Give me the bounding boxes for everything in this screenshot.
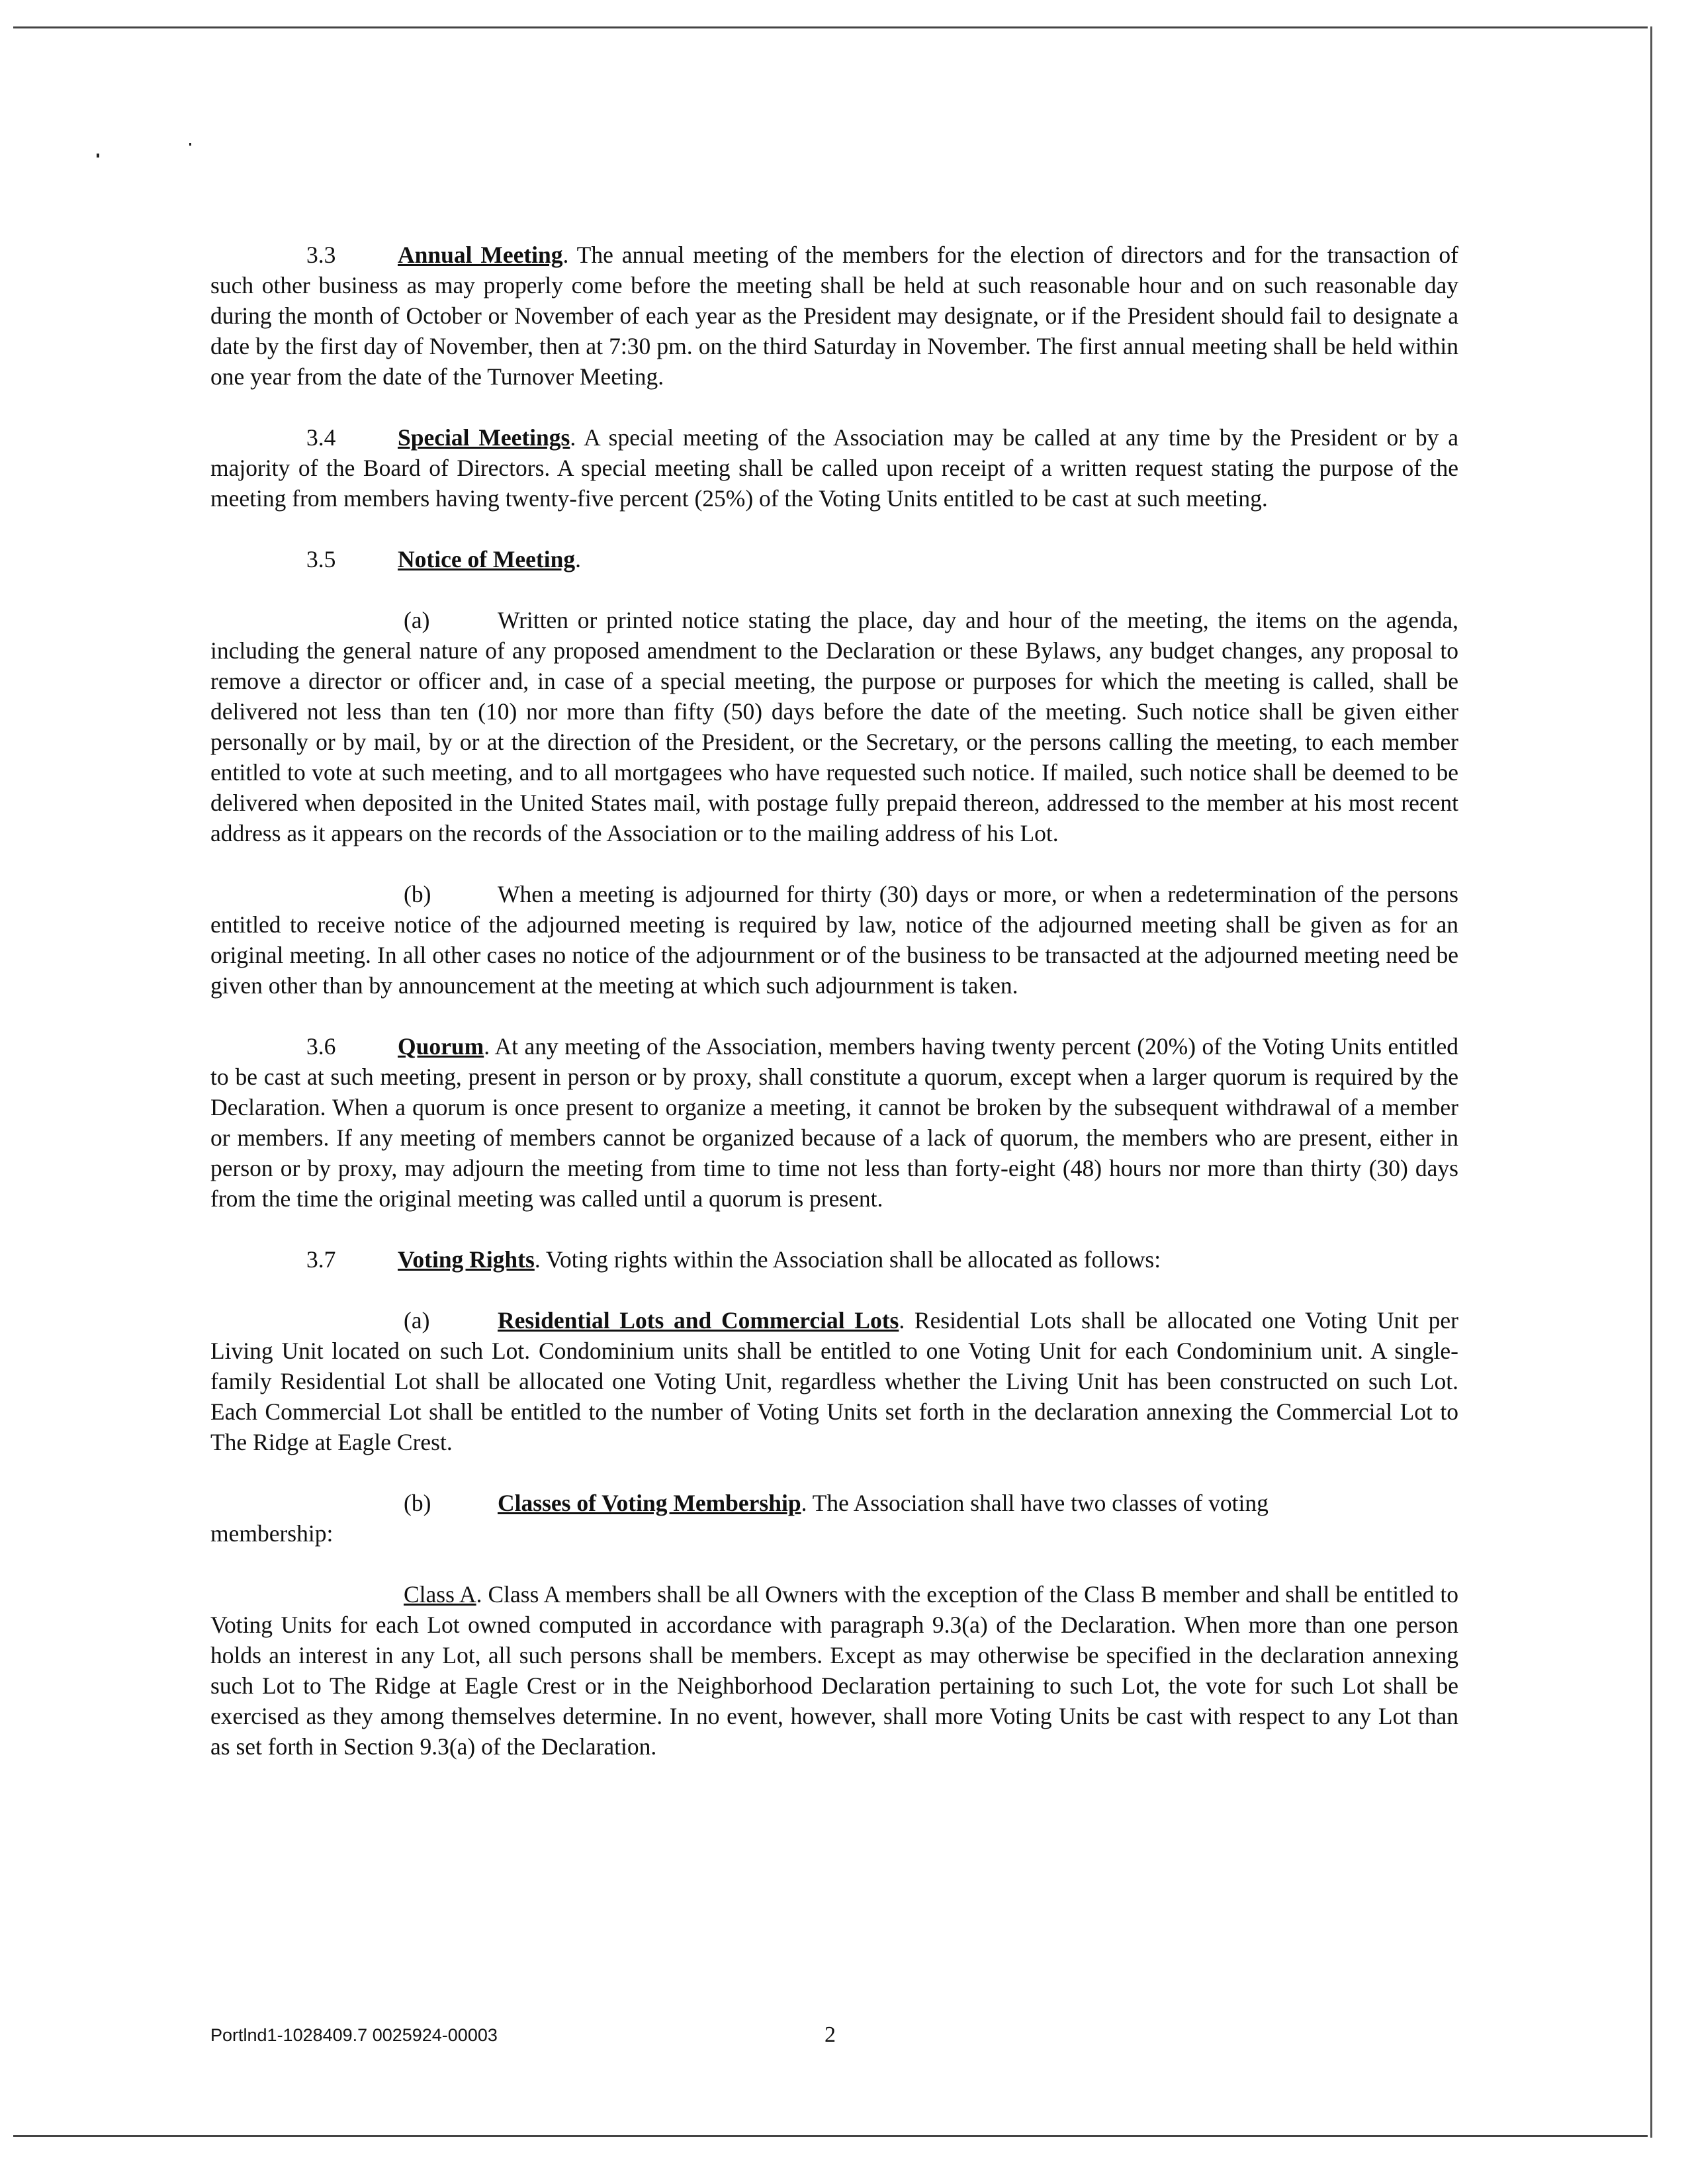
section-text: . Voting rights within the Association shall be allocated as follows:: [534, 1246, 1161, 1273]
section-3-6: [210, 1031, 1458, 1214]
section-text: . The annual meeting of the members for the election of directors and for the transaction of such other business as may properly come before the meeting shall be held at such reasonable hour and on such reasonable day during the month of October or November of each year as the President may designate, or if the President should fail to designate a date by the first day of November, then at 7:30 pm. on the third Saturday in November. The first annual meeting shall be held within one year from the date of the Turnover Meeting.: [210, 242, 1458, 390]
section-3-3: [210, 240, 1458, 392]
section-heading: Notice of Meeting: [398, 546, 576, 572]
scan-border-right: [1650, 26, 1652, 2138]
footer-document-id: Portlnd1-1028409.7 0025924-00003: [210, 2025, 498, 2045]
section-3-4: [210, 422, 1458, 514]
section-text: . A special meeting of the Association may be called at any time by the President or by a majority of the Board of Directors. A special meeting shall be called upon receipt of a written request stating the purpose of the meeting from members having twenty-five percent (25%) of the Voting Units entitled to be cast at such meeting.: [210, 424, 1458, 512]
section-number: 3.6: [306, 1033, 336, 1060]
section-heading: Quorum: [398, 1033, 484, 1060]
section-number: 3.4: [306, 424, 336, 451]
subsection-text: . Residential Lots shall be allocated one Voting Unit per Living Unit located on such Lot. Condominium units shall be entitled to one Voting Unit for each Condominium unit. A single-family Residential Lot shall be allocated one Voting Unit, regardless whether the Living Unit has been constructed on such Lot. Each Commercial Lot shall be entitled to the number of Voting Units set forth in the declaration annexing the Commercial Lot to The Ridge at Eagle Crest.: [210, 1307, 1458, 1455]
section-3-5-a: [210, 605, 1458, 848]
section-3-5: [210, 544, 1458, 574]
scan-border-top: [13, 26, 1648, 28]
subsection-text: When a meeting is adjourned for thirty (30) days or more, or when a redetermination of the persons entitled to receive notice of the adjourned meeting is required by law, notice of the adjourned meeting shall be given as for an original meeting. In all other cases no notice of the adjournment or of the business to be transacted at the adjourned meeting need be given other than by announcement at the meeting at which such adjournment is taken.: [210, 881, 1458, 999]
section-3-5-b: [210, 879, 1458, 1001]
section-heading: Voting Rights: [398, 1246, 535, 1273]
class-text: . Class A members shall be all Owners with the exception of the Class B member and shall be entitled to Voting Units for each Lot owned computed in accordance with paragraph 9.3(a) of the Declaration. When more than one person holds an interest in any Lot, all such persons shall be members. Except as may otherwise be specified in the declaration annexing such Lot to The Ridge at Eagle Crest or in the Neighborhood Declaration pertaining to such Lot, the vote for such Lot shall be exercised as they among themselves determine. In no event, however, shall more Voting Units be cast with respect to any Lot than as set forth in Section 9.3(a) of the Declaration.: [210, 1581, 1458, 1760]
section-number: 3.3: [306, 242, 336, 268]
subsection-heading: Residential Lots and Commercial Lots: [498, 1307, 899, 1334]
subsection-label: (a): [404, 1307, 430, 1334]
subsection-text-continued: membership:: [210, 1520, 334, 1547]
section-3-7-b: [210, 1488, 1458, 1549]
subsection-text: Written or printed notice stating the place, day and hour of the meeting, the items on the agenda, including the general nature of any proposed amendment to the Declaration or these Bylaws, any budget changes, any proposal to remove a director or officer and, in case of a special meeting, the purpose or purposes for which the meeting is called, shall be delivered not less than ten (10) nor more than fifty (50) days before the date of the meeting. Such notice shall be given either personally or by mail, by or at the direction of the President, or the Secretary, or the persons calling the meeting, to each member entitled to vote at such meeting, and to all mortgagees who have requested such notice. If mailed, such notice shall be deemed to be delivered when deposited in the United States mail, with postage fully prepaid thereon, addressed to the member at his most recent address as it appears on the records of the Association or to the mailing address of his Lot.: [210, 607, 1458, 846]
section-3-7-class-a: [210, 1579, 1458, 1762]
subsection-label: (b): [404, 1490, 431, 1516]
section-number: 3.7: [306, 1246, 336, 1273]
section-text: .: [575, 546, 581, 572]
section-text: . At any meeting of the Association, members having twenty percent (20%) of the Voting Units entitled to be cast at such meeting, present in person or by proxy, shall constitute a quorum, except when a larger quorum is required by the Declaration. When a quorum is once present to organize a meeting, it cannot be broken by the subsequent withdrawal of a member or members. If any meeting of members cannot be organized because of a lack of quorum, the members who are present, either in person or by proxy, may adjourn the meeting from time to time not less than forty-eight (48) hours nor more than thirty (30) days from the time the original meeting was called until a quorum is present.: [210, 1033, 1458, 1212]
subsection-label: (b): [404, 881, 431, 907]
section-number: 3.5: [306, 546, 336, 572]
subsection-heading: Classes of Voting Membership: [498, 1490, 801, 1516]
section-3-7-a: [210, 1305, 1458, 1457]
scan-speck: [97, 154, 99, 158]
scan-border-bottom: [13, 2135, 1648, 2137]
document-body: [210, 240, 1458, 1762]
scan-speck: [189, 143, 191, 146]
footer-page-number: 2: [825, 2023, 836, 2047]
subsection-label: (a): [404, 607, 430, 633]
section-3-7: [210, 1244, 1458, 1275]
section-heading: Special Meetings: [398, 424, 570, 451]
class-heading: Class A: [404, 1581, 476, 1608]
subsection-text: . The Association shall have two classes of voting: [801, 1490, 1269, 1516]
section-heading: Annual Meeting: [398, 242, 563, 268]
